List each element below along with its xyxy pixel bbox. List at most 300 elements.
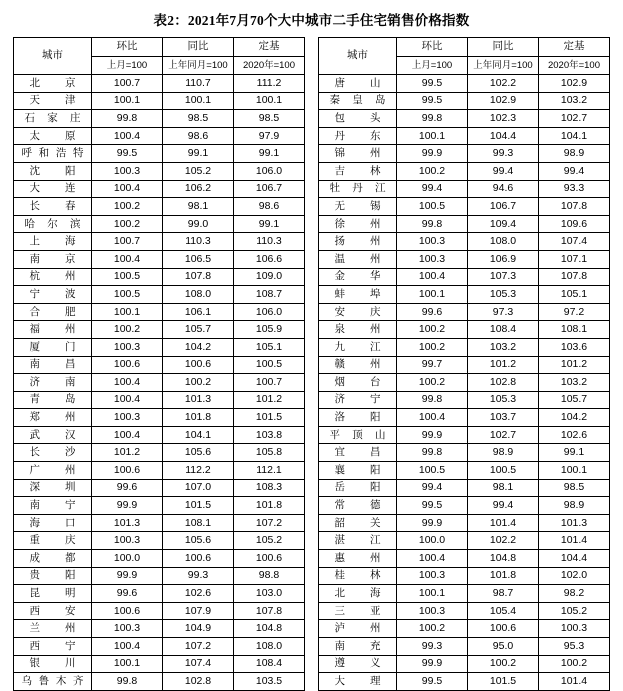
- table-row: [14, 602, 610, 620]
- column-separator: [305, 567, 319, 585]
- city-name-cell: [319, 585, 397, 603]
- column-separator: [305, 338, 319, 356]
- column-separator: [305, 268, 319, 286]
- value-yoy: 106.5: [163, 250, 234, 268]
- value-mom: 99.5: [397, 497, 468, 515]
- column-separator: [305, 497, 319, 515]
- value-base: 104.2: [539, 409, 610, 427]
- city-name: 韶关: [334, 516, 381, 529]
- value-mom: 100.3: [397, 250, 468, 268]
- value-base: 108.7: [234, 286, 305, 304]
- city-name-cell: [14, 75, 92, 93]
- value-base: 107.8: [234, 602, 305, 620]
- city-name: 南京: [29, 252, 76, 265]
- value-mom: 100.4: [92, 180, 163, 198]
- value-yoy: 101.8: [468, 567, 539, 585]
- table-row: [14, 145, 610, 163]
- table-row: [14, 110, 610, 128]
- value-yoy: 108.0: [468, 233, 539, 251]
- value-base: 109.6: [539, 215, 610, 233]
- header-city-left: 城市: [14, 38, 92, 75]
- value-mom: 100.3: [397, 567, 468, 585]
- value-yoy: 100.6: [163, 356, 234, 374]
- value-mom: 100.3: [92, 620, 163, 638]
- value-base: 98.5: [234, 110, 305, 128]
- value-yoy: 105.2: [163, 162, 234, 180]
- value-base: 100.6: [234, 550, 305, 568]
- city-name: 丹东: [334, 129, 381, 142]
- value-mom: 99.5: [92, 145, 163, 163]
- value-yoy: 102.9: [468, 92, 539, 110]
- city-name-cell: [14, 655, 92, 673]
- value-base: 101.8: [234, 497, 305, 515]
- city-name-cell: [14, 638, 92, 656]
- city-name: 吉林: [334, 164, 381, 177]
- value-mom: 100.2: [92, 215, 163, 233]
- value-yoy: 105.6: [163, 532, 234, 550]
- city-name-cell: [319, 532, 397, 550]
- city-name-cell: [14, 303, 92, 321]
- value-base: 102.0: [539, 567, 610, 585]
- value-mom: 100.6: [92, 356, 163, 374]
- column-separator: [305, 374, 319, 392]
- value-yoy: 102.2: [468, 532, 539, 550]
- value-base: 98.2: [539, 585, 610, 603]
- city-name-cell: [319, 655, 397, 673]
- value-base: 102.7: [539, 110, 610, 128]
- value-mom: 99.8: [397, 444, 468, 462]
- value-base: 108.4: [234, 655, 305, 673]
- table-row: [14, 620, 610, 638]
- city-name: 泉州: [334, 323, 381, 336]
- column-separator: [305, 145, 319, 163]
- value-base: 105.1: [539, 286, 610, 304]
- value-yoy: 99.1: [163, 145, 234, 163]
- value-base: 104.8: [234, 620, 305, 638]
- column-separator: [305, 127, 319, 145]
- value-mom: 100.2: [397, 162, 468, 180]
- city-name: 常德: [334, 499, 381, 512]
- city-name: 郑州: [29, 411, 76, 424]
- table-row: [14, 638, 610, 656]
- value-mom: 100.4: [92, 374, 163, 392]
- city-name: 兰州: [29, 622, 76, 635]
- value-base: 99.1: [234, 145, 305, 163]
- city-name-cell: [319, 92, 397, 110]
- table-row: [14, 409, 610, 427]
- header-sub-mom-right: 上月=100: [397, 57, 468, 75]
- column-separator: [305, 638, 319, 656]
- city-name: 扬州: [334, 235, 381, 248]
- city-name: 深圳: [29, 481, 76, 494]
- value-mom: 100.3: [92, 532, 163, 550]
- value-base: 103.0: [234, 585, 305, 603]
- value-base: 111.2: [234, 75, 305, 93]
- value-base: 101.2: [234, 391, 305, 409]
- column-separator: [305, 286, 319, 304]
- city-name: 太原: [29, 129, 76, 142]
- value-mom: 100.4: [92, 426, 163, 444]
- table-row: [14, 286, 610, 304]
- city-name: 上海: [29, 235, 76, 248]
- value-yoy: 101.8: [163, 409, 234, 427]
- value-mom: 101.2: [92, 444, 163, 462]
- city-name: 沈阳: [29, 164, 76, 177]
- city-name-cell: [319, 673, 397, 691]
- city-name-cell: [14, 550, 92, 568]
- value-mom: 99.8: [397, 391, 468, 409]
- value-mom: 100.1: [92, 655, 163, 673]
- value-yoy: 102.2: [468, 75, 539, 93]
- city-name: 广州: [29, 463, 76, 476]
- value-yoy: 102.8: [163, 673, 234, 691]
- value-yoy: 100.6: [468, 620, 539, 638]
- value-base: 93.3: [539, 180, 610, 198]
- value-base: 101.4: [539, 673, 610, 691]
- city-name-cell: [319, 356, 397, 374]
- city-name: 北京: [29, 76, 76, 89]
- city-name: 无锡: [334, 199, 381, 212]
- column-separator: [305, 479, 319, 497]
- header-group-yoy-right: 同比: [468, 38, 539, 57]
- city-name: 烟台: [334, 375, 381, 388]
- value-yoy: 108.0: [163, 286, 234, 304]
- value-base: 100.2: [539, 655, 610, 673]
- city-name: 平顶山: [329, 428, 386, 441]
- value-mom: 99.5: [397, 673, 468, 691]
- city-name: 岳阳: [334, 481, 381, 494]
- value-yoy: 99.0: [163, 215, 234, 233]
- value-yoy: 106.2: [163, 180, 234, 198]
- city-name-cell: [319, 444, 397, 462]
- value-yoy: 100.1: [163, 92, 234, 110]
- column-separator: [305, 75, 319, 93]
- value-yoy: 108.1: [163, 514, 234, 532]
- value-yoy: 98.7: [468, 585, 539, 603]
- value-mom: 100.6: [92, 602, 163, 620]
- city-name: 成都: [29, 551, 76, 564]
- table-row: [14, 198, 610, 216]
- city-name-cell: [14, 462, 92, 480]
- value-yoy: 98.6: [163, 127, 234, 145]
- value-mom: 99.9: [397, 514, 468, 532]
- value-yoy: 100.2: [163, 374, 234, 392]
- city-name: 徐州: [334, 217, 381, 230]
- city-name: 南宁: [29, 499, 76, 512]
- city-name: 南充: [334, 639, 381, 652]
- city-name-cell: [14, 215, 92, 233]
- value-base: 104.1: [539, 127, 610, 145]
- city-name: 石家庄: [24, 111, 81, 124]
- value-mom: 100.3: [397, 602, 468, 620]
- value-yoy: 108.4: [468, 321, 539, 339]
- value-base: 98.8: [234, 567, 305, 585]
- header-row-groups: [14, 38, 610, 57]
- city-name-cell: [14, 356, 92, 374]
- value-yoy: 104.1: [163, 426, 234, 444]
- value-base: 98.6: [234, 198, 305, 216]
- table-row: [14, 180, 610, 198]
- column-separator: [305, 602, 319, 620]
- table-row: [14, 550, 610, 568]
- value-yoy: 98.1: [468, 479, 539, 497]
- value-yoy: 97.3: [468, 303, 539, 321]
- city-name-cell: [319, 514, 397, 532]
- city-name: 西宁: [29, 639, 76, 652]
- value-mom: 100.4: [92, 127, 163, 145]
- city-name: 洛阳: [334, 411, 381, 424]
- city-name: 西安: [29, 604, 76, 617]
- table-row: [14, 162, 610, 180]
- value-mom: 100.0: [397, 532, 468, 550]
- city-name: 包头: [334, 111, 381, 124]
- value-mom: 99.6: [92, 479, 163, 497]
- city-name-cell: [14, 338, 92, 356]
- city-name-cell: [14, 110, 92, 128]
- city-name-cell: [319, 268, 397, 286]
- value-yoy: 112.2: [163, 462, 234, 480]
- city-name: 大理: [334, 674, 381, 687]
- value-yoy: 107.8: [163, 268, 234, 286]
- column-separator: [305, 321, 319, 339]
- value-mom: 100.2: [397, 338, 468, 356]
- table-row: [14, 233, 610, 251]
- city-name: 长沙: [29, 446, 76, 459]
- value-base: 106.0: [234, 303, 305, 321]
- city-name: 福州: [29, 323, 76, 336]
- column-separator: [305, 409, 319, 427]
- header-group-base-right: 定基: [539, 38, 610, 57]
- city-name: 贵阳: [29, 569, 76, 582]
- value-base: 98.5: [539, 479, 610, 497]
- city-name: 哈尔滨: [24, 217, 81, 230]
- value-mom: 99.8: [397, 215, 468, 233]
- city-name-cell: [14, 250, 92, 268]
- value-mom: 100.1: [397, 286, 468, 304]
- value-yoy: 102.3: [468, 110, 539, 128]
- value-yoy: 99.3: [468, 145, 539, 163]
- value-yoy: 105.3: [468, 391, 539, 409]
- city-name-cell: [319, 567, 397, 585]
- city-name: 宁波: [29, 287, 76, 300]
- value-yoy: 107.2: [163, 638, 234, 656]
- table-row: [14, 585, 610, 603]
- city-name-cell: [14, 602, 92, 620]
- table-row: [14, 426, 610, 444]
- city-name-cell: [319, 620, 397, 638]
- city-name: 赣州: [334, 358, 381, 371]
- value-base: 112.1: [234, 462, 305, 480]
- value-mom: 100.3: [92, 338, 163, 356]
- value-base: 95.3: [539, 638, 610, 656]
- value-mom: 99.8: [92, 110, 163, 128]
- value-base: 103.8: [234, 426, 305, 444]
- value-mom: 100.2: [92, 321, 163, 339]
- table-row: [14, 444, 610, 462]
- value-mom: 100.5: [92, 286, 163, 304]
- value-mom: 100.5: [397, 198, 468, 216]
- value-yoy: 94.6: [468, 180, 539, 198]
- city-name: 桂林: [334, 569, 381, 582]
- city-name: 惠州: [334, 551, 381, 564]
- table-row: [14, 514, 610, 532]
- value-yoy: 107.0: [163, 479, 234, 497]
- city-name: 济南: [29, 375, 76, 388]
- city-name: 湛江: [334, 534, 381, 547]
- value-base: 105.8: [234, 444, 305, 462]
- city-name: 唐山: [334, 76, 381, 89]
- value-base: 101.2: [539, 356, 610, 374]
- city-name: 长春: [29, 199, 76, 212]
- value-mom: 100.0: [92, 550, 163, 568]
- value-yoy: 104.9: [163, 620, 234, 638]
- city-name-cell: [14, 286, 92, 304]
- value-base: 99.1: [539, 444, 610, 462]
- city-name-cell: [14, 233, 92, 251]
- city-name: 安庆: [334, 305, 381, 318]
- value-base: 106.0: [234, 162, 305, 180]
- city-name-cell: [14, 426, 92, 444]
- table-row: [14, 391, 610, 409]
- value-yoy: 102.7: [468, 426, 539, 444]
- city-name: 昆明: [29, 587, 76, 599]
- table-row: [14, 127, 610, 145]
- value-yoy: 101.2: [468, 356, 539, 374]
- header-group-yoy-left: 同比: [163, 38, 234, 57]
- header-sub-base-left: 2020年=100: [234, 57, 305, 75]
- city-name: 合肥: [29, 305, 76, 318]
- city-name: 银川: [29, 657, 76, 670]
- value-mom: 100.3: [397, 233, 468, 251]
- value-yoy: 106.7: [468, 198, 539, 216]
- city-name-cell: [14, 145, 92, 163]
- city-name: 泸州: [334, 622, 381, 635]
- city-name: 锦州: [334, 147, 381, 160]
- value-mom: 100.5: [92, 268, 163, 286]
- city-name-cell: [319, 321, 397, 339]
- header-group-mom-left: 环比: [92, 38, 163, 57]
- value-mom: 100.2: [397, 620, 468, 638]
- value-mom: 99.7: [397, 356, 468, 374]
- value-yoy: 105.7: [163, 321, 234, 339]
- city-name: 宜昌: [334, 446, 381, 459]
- city-name: 厦门: [29, 340, 76, 353]
- value-mom: 100.4: [92, 250, 163, 268]
- value-base: 108.1: [539, 321, 610, 339]
- value-yoy: 101.3: [163, 391, 234, 409]
- value-mom: 100.4: [397, 268, 468, 286]
- value-yoy: 109.4: [468, 215, 539, 233]
- city-name-cell: [319, 250, 397, 268]
- value-mom: 99.9: [397, 145, 468, 163]
- value-mom: 100.4: [397, 550, 468, 568]
- value-mom: 99.5: [397, 92, 468, 110]
- column-separator: [305, 444, 319, 462]
- value-yoy: 100.5: [468, 462, 539, 480]
- city-name-cell: [319, 215, 397, 233]
- value-yoy: 95.0: [468, 638, 539, 656]
- table-body: [14, 75, 610, 691]
- value-base: 108.3: [234, 479, 305, 497]
- city-name: 乌鲁木齐: [21, 674, 84, 687]
- city-name: 三亚: [334, 604, 381, 617]
- city-name: 重庆: [29, 534, 76, 547]
- value-base: 105.2: [234, 532, 305, 550]
- city-name-cell: [319, 338, 397, 356]
- value-base: 104.4: [539, 550, 610, 568]
- value-mom: 100.1: [397, 127, 468, 145]
- value-mom: 101.3: [92, 514, 163, 532]
- city-name: 青岛: [29, 393, 76, 406]
- value-mom: 100.1: [397, 585, 468, 603]
- header-sub-yoy-left: 上年同月=100: [163, 57, 234, 75]
- value-yoy: 104.2: [163, 338, 234, 356]
- city-name: 北海: [334, 587, 381, 599]
- city-name: 海口: [29, 516, 76, 529]
- table-row: [14, 497, 610, 515]
- value-base: 99.1: [234, 215, 305, 233]
- header-group-base-left: 定基: [234, 38, 305, 57]
- header-group-mom-right: 环比: [397, 38, 468, 57]
- value-base: 100.1: [539, 462, 610, 480]
- city-name: 蚌埠: [334, 287, 381, 300]
- city-name: 武汉: [29, 428, 76, 441]
- column-separator: [305, 462, 319, 480]
- value-yoy: 101.5: [468, 673, 539, 691]
- column-separator: [305, 162, 319, 180]
- value-yoy: 103.7: [468, 409, 539, 427]
- column-separator: [305, 92, 319, 110]
- column-separator: [305, 550, 319, 568]
- value-yoy: 110.7: [163, 75, 234, 93]
- value-base: 103.2: [539, 374, 610, 392]
- city-name-cell: [14, 391, 92, 409]
- value-yoy: 98.9: [468, 444, 539, 462]
- column-separator: [305, 233, 319, 251]
- column-separator: [305, 38, 319, 75]
- value-yoy: 105.6: [163, 444, 234, 462]
- value-base: 97.9: [234, 127, 305, 145]
- value-base: 107.2: [234, 514, 305, 532]
- city-name: 金华: [334, 270, 381, 283]
- city-name: 九江: [334, 340, 381, 353]
- value-yoy: 100.6: [163, 550, 234, 568]
- table-row: [14, 655, 610, 673]
- value-base: 107.1: [539, 250, 610, 268]
- value-yoy: 103.2: [468, 338, 539, 356]
- value-mom: 99.6: [397, 303, 468, 321]
- city-name-cell: [14, 585, 92, 603]
- value-base: 98.9: [539, 497, 610, 515]
- city-name: 秦皇岛: [329, 94, 386, 107]
- city-name: 杭州: [29, 270, 76, 283]
- city-name: 天津: [29, 94, 76, 107]
- city-name: 牡丹江: [329, 182, 386, 195]
- value-base: 105.1: [234, 338, 305, 356]
- city-name-cell: [14, 444, 92, 462]
- city-name-cell: [319, 303, 397, 321]
- city-name: 襄阳: [334, 463, 381, 476]
- city-name-cell: [14, 532, 92, 550]
- city-name-cell: [14, 268, 92, 286]
- city-name-cell: [14, 514, 92, 532]
- value-yoy: 106.9: [468, 250, 539, 268]
- city-name-cell: [319, 75, 397, 93]
- value-yoy: 107.9: [163, 602, 234, 620]
- value-base: 107.4: [539, 233, 610, 251]
- value-base: 101.4: [539, 532, 610, 550]
- city-name-cell: [319, 198, 397, 216]
